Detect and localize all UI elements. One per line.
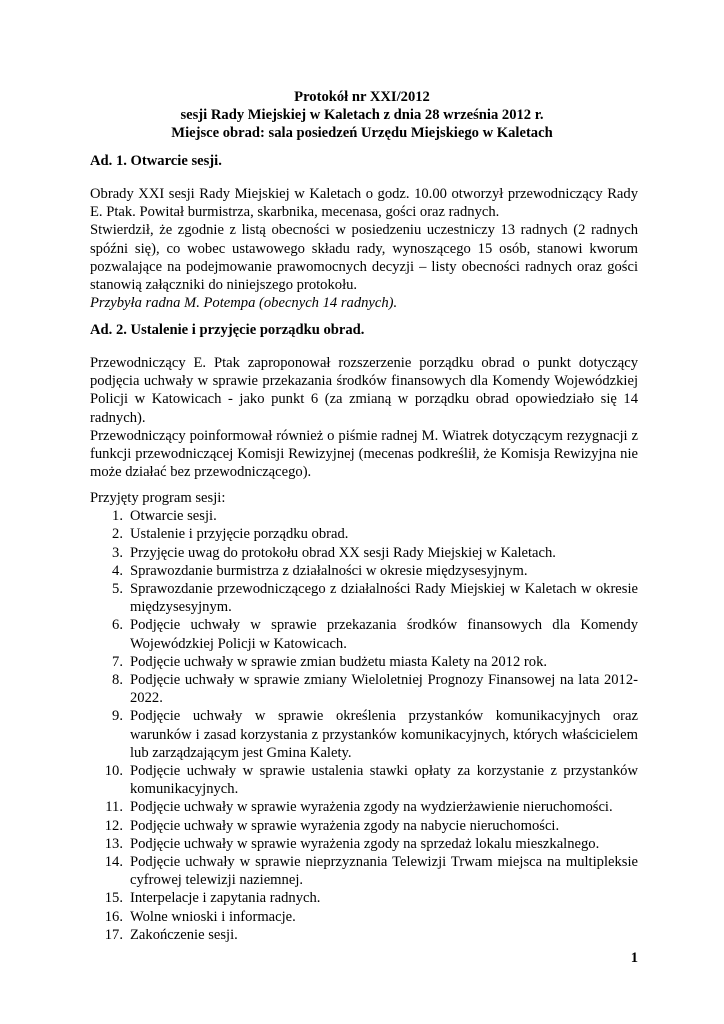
ad2-body [90, 354, 638, 481]
session-line: sesji Rady Miejskiej w Kaletach z dnia 28 września 2012 r. [180, 107, 544, 124]
list-item: 14. Podjęcie uchwały w sprawie nieprzyznania Telewizji Trwam miejsca na multipleksie cyfrowej telewizji naziemnej. [104, 854, 638, 889]
ad1-paragraph-1: Obrady XXI sesji Rady Miejskiej w Kaletach o godz. 10.00 otworzył przewodniczący Rady E. Ptak. Powitał burmistrza, skarbnika, mecenasa, gości oraz radnych. [90, 186, 638, 221]
protocol-title: Protokół nr XXI/2012 [294, 89, 430, 105]
venue-line: Miejsce obrad: sala posiedzeń Urzędu Miejskiego w Kaletach [171, 125, 553, 142]
protocol-header [90, 88, 634, 143]
list-item: 12. Podjęcie uchwały w sprawie wyrażenia zgody na nabycie nieruchomości. [104, 817, 560, 834]
list-item: 11. Podjęcie uchwały w sprawie wyrażenia zgody na wydzierżawienie nieruchomości. [105, 799, 613, 816]
list-item: 17. Zakończenie sesji. [104, 926, 238, 943]
program-section [90, 489, 638, 944]
list-item: 2. Ustalenie i przyjęcie porządku obrad. [112, 526, 349, 543]
ad1-body [90, 185, 638, 312]
list-item: 7. Podjęcie uchwały w sprawie zmian budżetu miasta Kalety na 2012 rok. [112, 653, 548, 670]
ad2-paragraph-1: Przewodniczący E. Ptak zaproponował rozszerzenie porządku obrad o punkt dotyczący podjęcia uchwały w sprawie przekazania środków finansowych dla Komendy Wojewódzkiej Policji w Katowicach - jako punkt 6 (za zmianą w porządku obrad opowiedziało się 14 radnych). [90, 355, 638, 426]
list-item: 6. Podjęcie uchwały w sprawie przekazania środków finansowych dla Komendy Wojewódzkiej Policji w Katowicach. [112, 617, 638, 652]
program-intro: Przyjęty program sesji: [90, 490, 226, 506]
list-item: 16. Wolne wnioski i informacje. [104, 908, 296, 925]
list-item: 10. Podjęcie uchwały w sprawie ustalenia stawki opłaty za korzystanie z przystanków komunikacyjnych. [104, 763, 638, 798]
list-item: 15. Interpelacje i zapytania radnych. [104, 890, 321, 907]
page-number: 1 [630, 950, 638, 966]
list-item: 3. Przyjęcie uwag do protokołu obrad XX sesji Rady Miejskiej w Kaletach. [112, 544, 556, 561]
program-list [90, 507, 638, 944]
list-item: 4. Sprawozdanie burmistrza z działalności w okresie międzysesyjnym. [112, 562, 528, 579]
list-item: 13. Podjęcie uchwały w sprawie wyrażenia zgody na sprzedaż lokalu mieszkalnego. [104, 835, 600, 852]
list-item: 9. Podjęcie uchwały w sprawie określenia przystanków komunikacyjnych oraz warunków i zasad korzystania z przystanków komunikacyjnych, których właścicielem lub zarządzającym jest Gmina Kalety. [112, 708, 638, 761]
ad2-paragraph-2: Przewodniczący poinformował również o piśmie radnej M. Wiatrek dotyczącym rezygnacji z funkcji przewodniczącej Komisji Rewizyjnej (mecenas podkreślił, że Komisja Rewizyjna nie może działać bez przewodniczącego). [90, 427, 638, 481]
ad1-paragraph-3: Przybyła radna M. Potempa (obecnych 14 radnych). [90, 295, 398, 312]
list-item: 8. Podjęcie uchwały w sprawie zmiany Wieloletniej Prognozy Finansowej na lata 2012-2022. [112, 672, 638, 707]
list-item: 1. Otwarcie sesji. [112, 508, 217, 525]
ad2-heading [90, 321, 638, 339]
list-item: 5. Sprawozdanie przewodniczącego z działalności Rady Miejskiej w Kaletach w okresie międzysesyjnym. [112, 581, 638, 616]
ad1-paragraph-2: Stwierdził, że zgodnie z listą obecności w posiedzeniu uczestniczy 13 radnych (2 radnych spóźni się), co wobec ustawowego składu rady, wynoszącego 15 osób, stanowi kworum pozwalające na podejmowanie prawomocnych decyzji – listy obecności radnych oraz gości stanowią załączniki do niniejszego protokołu. [90, 222, 638, 294]
ad1-heading-text: Ad. 1. Otwarcie sesji. [90, 153, 222, 169]
ad1-heading [90, 152, 638, 170]
ad2-heading-text: Ad. 2. Ustalenie i przyjęcie porządku obrad. [90, 322, 365, 338]
